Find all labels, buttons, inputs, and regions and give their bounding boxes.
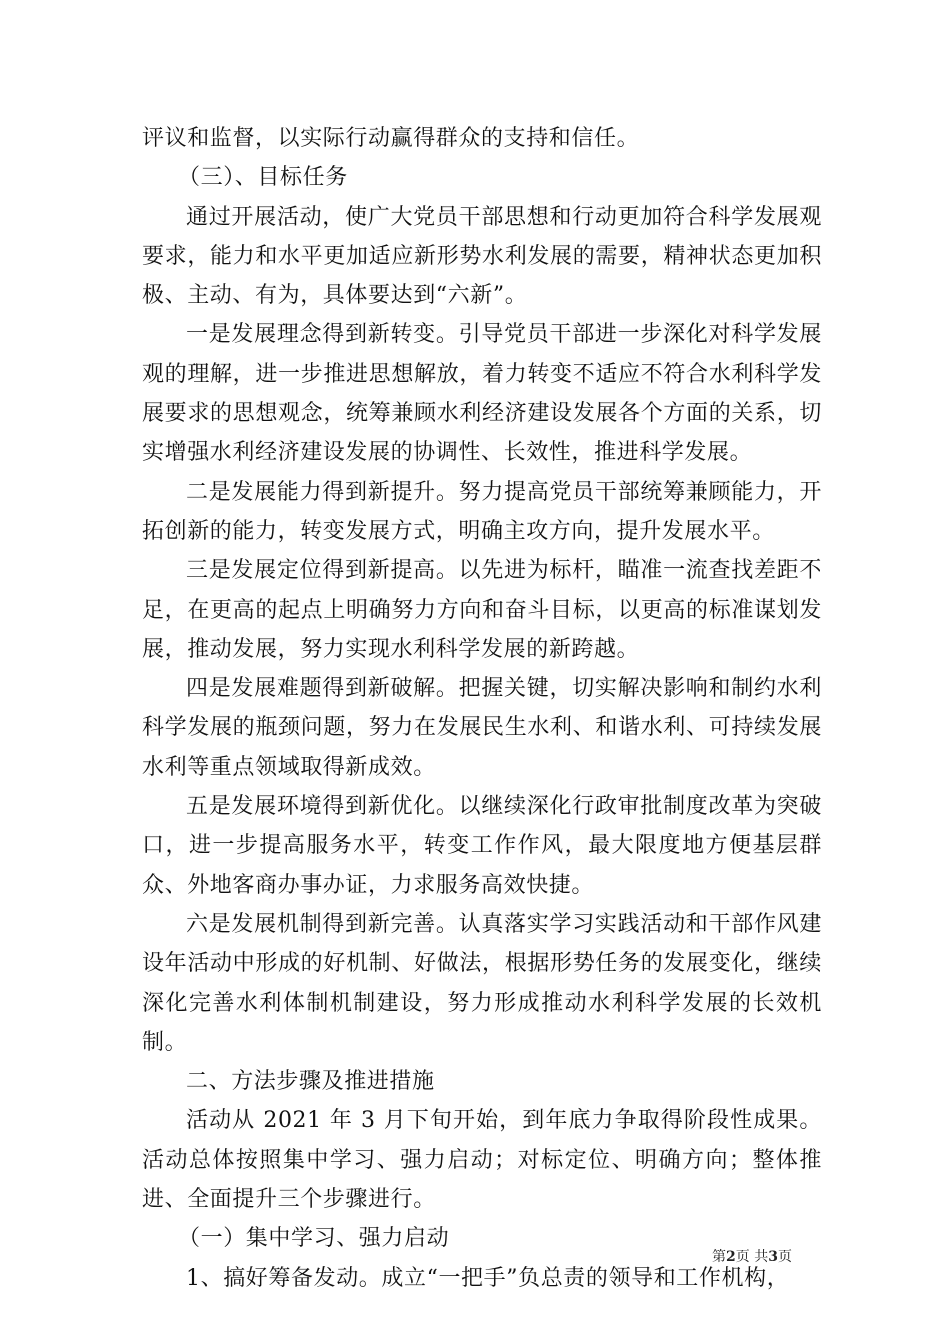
paragraph-10: 活动从 2021 年 3 月下旬开始，到年底力争取得阶段性成果。活动总体按照集中学习、强力启动；对标定位、明确方向；整体推进、全面提升三个步骤进行。 bbox=[142, 1108, 822, 1213]
paragraph-6: 四是发展难题得到新破解。把握关键，切实解决影响和制约水利科学发展的瓶颈问题，努力在发展民生水利、和谐水利、可持续发展水利等重点领域取得新成效。 bbox=[142, 676, 822, 780]
footer-current-page: 2 bbox=[726, 1249, 736, 1265]
footer-middle: 页 共 bbox=[735, 1249, 769, 1265]
footer-prefix: 第 bbox=[712, 1249, 726, 1265]
paragraph-2: 通过开展活动，使广大党员干部思想和行动更加符合科学发展观要求，能力和水平更加适应新形势水利发展的需要，精神状态更加积极、主动、有为，具体要达到“六新”。 bbox=[142, 204, 822, 309]
paragraph-7: 五是发展环境得到新优化。以继续深化行政审批制度改革为突破口，进一步提高服务水平，转变工作作风，最大限度地方便基层群众、外地客商办事办证，力求服务高效快捷。 bbox=[142, 794, 822, 898]
paragraph-0: 评议和监督，以实际行动赢得群众的支持和信任。 bbox=[142, 126, 640, 151]
paragraph-3: 一是发展理念得到新转变。引导党员干部进一步深化对科学发展观的理解，进一步推进思想解放，着力转变不适应不符合水利科学发展要求的思想观念，统筹兼顾水利经济建设发展各个方面的关系，切实增强水利经济建设发展的协调性、长效性，推进科学发展。 bbox=[142, 322, 822, 466]
paragraph-12: 1、搞好筹备发动。成立“一把手”负总责的领导和工作机构， bbox=[186, 1265, 790, 1291]
paragraph-4: 二是发展能力得到新提升。努力提高党员干部统筹兼顾能力，开拓创新的能力，转变发展方式，明确主攻方向，提升发展水平。 bbox=[142, 479, 822, 544]
section-heading-goals: （三）、目标任务 bbox=[178, 165, 348, 191]
page-number-footer bbox=[712, 1248, 792, 1266]
paragraph-5: 三是发展定位得到新提高。以先进为标杆，瞄准一流查找差距不足，在更高的起点上明确努力方向和奋斗目标，以更高的标准谋划发展，推动发展，努力实现水利科学发展的新跨越。 bbox=[142, 558, 822, 662]
section-heading-methods: 二、方法步骤及推进措施 bbox=[186, 1069, 435, 1095]
footer-suffix: 页 bbox=[777, 1249, 792, 1265]
footer-total-pages: 3 bbox=[768, 1249, 778, 1265]
document-body bbox=[142, 119, 822, 1298]
subsection-heading-study: （一）集中学习、强力启动 bbox=[178, 1226, 450, 1252]
paragraph-8: 六是发展机制得到新完善。认真落实学习实践活动和干部作风建设年活动中形成的好机制、好做法，根据形势任务的发展变化，继续深化完善水利体制机制建设，努力形成推动水利科学发展的长效机制。 bbox=[142, 911, 822, 1055]
